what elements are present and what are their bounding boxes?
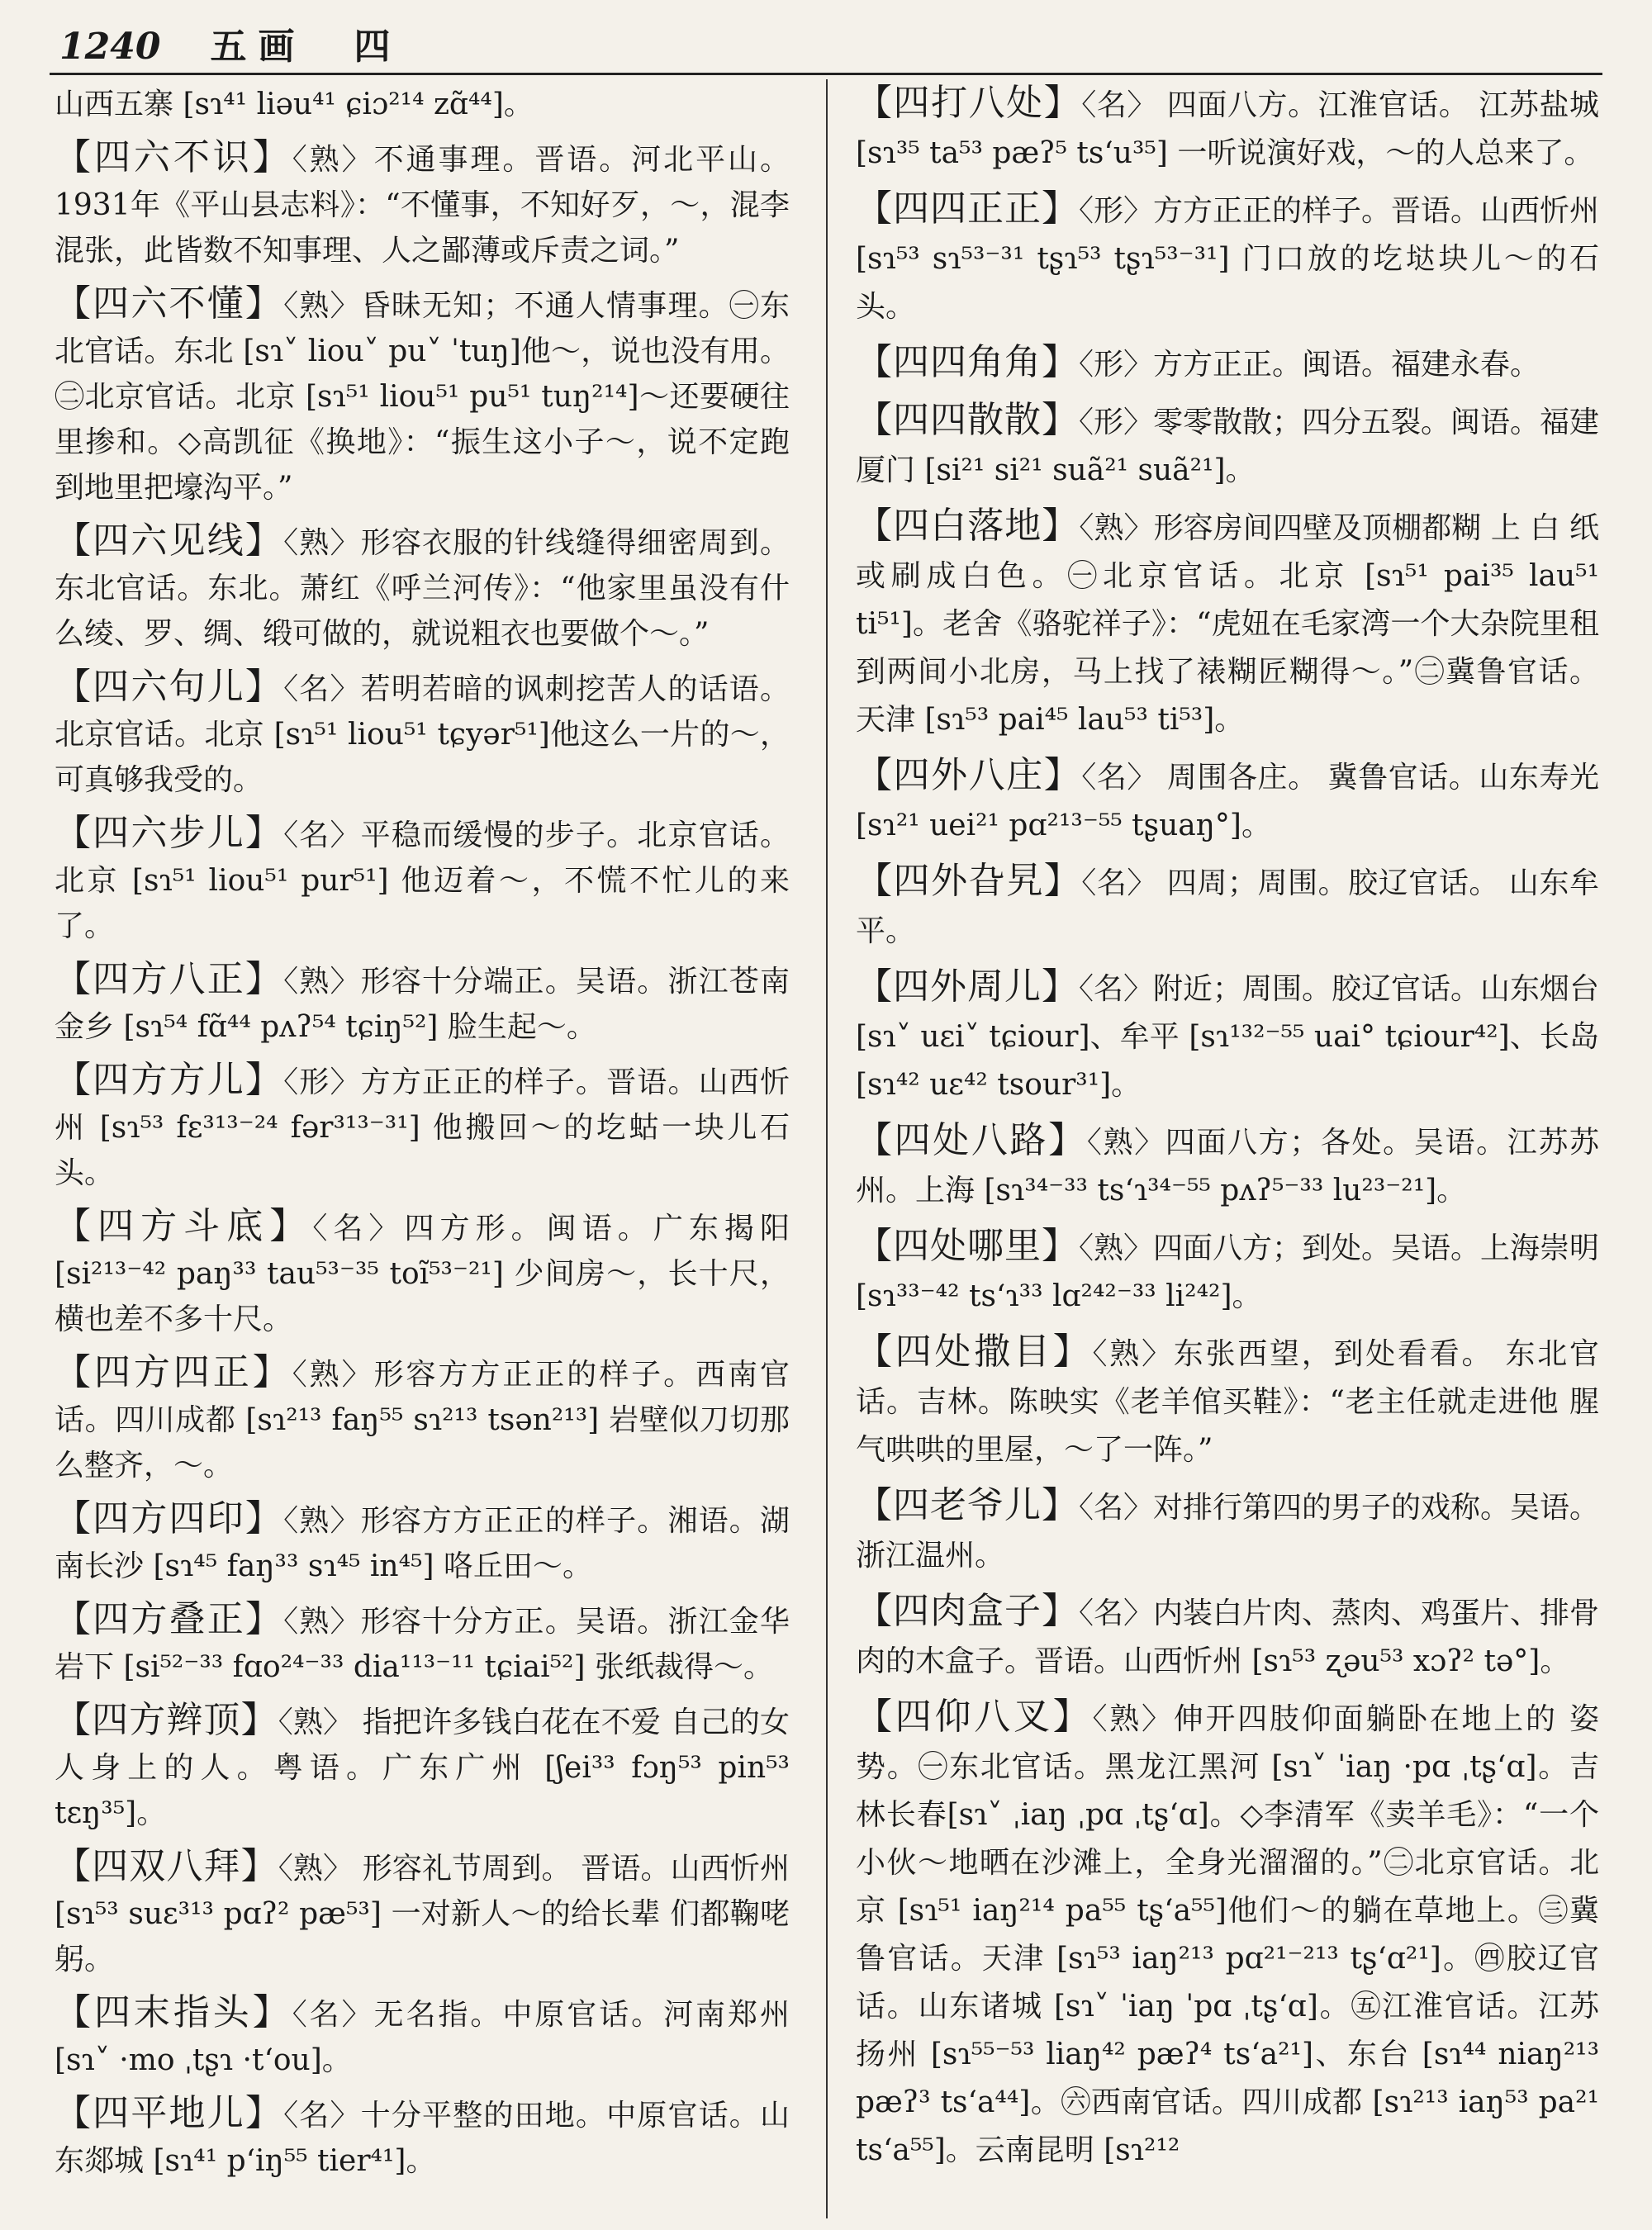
entry-headword: 【四方四印】: [55, 1497, 284, 1540]
entry-definition: 〈名〉 周围各庄。 冀鲁官话。山东寿光 [sɿ²¹ uei²¹ pɑ²¹³⁻⁵⁵ tʂuaŋ°]。: [856, 761, 1600, 842]
entry-headword: 【四六步儿】: [55, 812, 284, 854]
entry-headword: 【四白落地】: [856, 505, 1080, 547]
left-column: [55, 79, 790, 2191]
entry-headword: 【四方叠正】: [55, 1598, 284, 1640]
entry-definition: 〈名〉 四周；周围。胶辽官话。 山东牟平。: [856, 866, 1600, 948]
dictionary-entry: [55, 281, 790, 510]
dictionary-entry: [856, 502, 1599, 744]
entry-definition: 〈熟〉 指把许多钱白花在不爱 自己的女人身上的人。粤语。广东广州 [ʃei³³ fɔŋ⁵³ pin⁵³ tɛŋ³⁵]。: [55, 1706, 790, 1830]
entry-headword: 【四六不懂】: [55, 282, 284, 325]
dictionary-entry: [856, 1328, 1599, 1474]
entry-headword: 【四处哪里】: [856, 1225, 1079, 1267]
entry-definition: 〈熟〉形容十分端正。吴语。浙江苍南金乡 [sɿ⁵⁴ fɑ̃⁴⁴ pʌʔ⁵⁴ tɕiŋ⁵²] 脸生起～。: [55, 965, 790, 1044]
right-column: [856, 79, 1599, 2182]
entry-headword: 【四仰八叉】: [856, 1696, 1093, 1738]
entry-definition: 〈名〉十分平整的田地。中原官话。山东郯城 [sɿ⁴¹ p‘iŋ⁵⁵ tier⁴¹]。: [55, 2099, 790, 2178]
entry-headword: 【四四角角】: [856, 341, 1079, 383]
entry-definition: 〈名〉无名指。中原官话。河南郑州 [sɿ˅ ·mo ˌtʂɿ ·t‘ou]。: [55, 1998, 790, 2077]
column-divider: [826, 79, 828, 2218]
entry-headword: 【四末指头】: [55, 1991, 292, 2033]
entry-headword: 【四方八正】: [55, 958, 284, 1000]
dictionary-entry: [55, 1496, 790, 1589]
entry-definition: 〈名〉若明若暗的讽刺挖苦人的话语。北京官话。北京 [sɿ⁵¹ liou⁵¹ tɕyər⁵¹]他这么一片的～，可真够我受的。: [55, 672, 790, 797]
dictionary-entry: [55, 664, 790, 803]
dictionary-entry: [856, 79, 1599, 178]
dictionary-entry: [856, 396, 1599, 495]
entry-headword: 【四四正正】: [856, 187, 1079, 230]
entry-definition: 〈熟〉不通事理。晋语。河北平山。1931年《平山县志料》：“不懂事，不知好歹，～，混李混张，此皆数不知事理、人之鄙薄或斥责之词。”: [55, 143, 790, 268]
entry-definition: 〈形〉方方正正。闽语。福建永春。: [1079, 348, 1540, 382]
entry-definition: 〈熟〉东张西望，到处看看。 东北官话。吉林。陈映实《老羊倌买鞋》：“老主任就走进他 腥 气哄哄的里屋，～了一阵。”: [856, 1337, 1599, 1467]
entry-headword: 【四外旮旯】: [856, 860, 1082, 902]
entry-definition: 〈熟〉四面八方；到处。吴语。上海崇明 [sɿ³³⁻⁴² ts‘ɿ³³ lɑ²⁴²⁻³³ li²⁴²]。: [856, 1231, 1600, 1313]
dictionary-entry: [856, 857, 1599, 956]
entry-definition: 〈名〉内装白片肉、蒸肉、鸡蛋片、排骨肉的木盒子。晋语。山西忻州 [sɿ⁵³ ʐəu⁵³ xɔʔ² tə°]。: [856, 1597, 1600, 1678]
dictionary-entry: [55, 810, 790, 949]
entry-definition: 〈熟〉形容衣服的针线缝得细密周到。东北官话。东北。萧红《呼兰河传》：“他家里虽没有什么绫、罗、绸、缎可做的，就说粗衣也要做个～。”: [55, 526, 790, 651]
dictionary-entry: [55, 135, 790, 273]
dictionary-entry: [55, 1597, 790, 1690]
entry-headword: 【四打八处】: [856, 82, 1082, 124]
page-number: 1240: [59, 26, 161, 68]
entry-headword: 【四方辫顶】: [55, 1699, 278, 1741]
entry-headword: 【四肉盒子】: [856, 1590, 1079, 1632]
entry-headword: 【四方四正】: [55, 1351, 292, 1393]
section-title: 五画 四: [210, 26, 402, 68]
entry-headword: 【四平地儿】: [55, 2092, 284, 2134]
dictionary-entry: [55, 79, 790, 127]
entry-headword: 【四六句儿】: [55, 666, 284, 708]
dictionary-entry: [55, 1350, 790, 1488]
dictionary-entry: [856, 185, 1599, 331]
entry-headword: 【四老爷儿】: [856, 1484, 1079, 1526]
entry-definition: 〈名〉四方形。闽语。广东揭阳 [si²¹³⁻⁴² paŋ³³ tau⁵³⁻³⁵ toĩ⁵³⁻²¹] 少间房～，长十尺，横也差不多十尺。: [55, 1212, 790, 1336]
dictionary-entry: [856, 1222, 1599, 1321]
dictionary-entry: [55, 1203, 790, 1342]
entry-definition: 〈名〉平稳而缓慢的步子。北京官话。北京 [sɿ⁵¹ liou⁵¹ pur⁵¹] 他迈着～，不慌不忙儿的来了。: [55, 818, 790, 943]
dictionary-entry: [856, 1482, 1599, 1580]
entry-definition: 〈熟〉伸开四肢仰面躺卧在地上的 姿势。㊀东北官话。黑龙江黑河 [sɿ˅ ˈiaŋ ·pɑ ˌtʂ‘ɑ]。吉林长春[sɿ˅ ˌiaŋ ˌpɑ ˌtʂ‘ɑ]。◇李清军《卖羊毛》：“一个小伙～地晒在沙滩上，全身光溜溜的。”㊁北京官话。北京 [sɿ⁵¹ iaŋ²¹⁴ pa⁵⁵ tʂ‘a⁵⁵]他们～的躺在草地上。㊂冀鲁官话。天津 [sɿ⁵³ iaŋ²¹³ pɑ²¹⁻²¹³ tʂ‘ɑ²¹]。㊃胶辽官话。山东诸城 [sɿ˅ ˈiaŋ ˈpɑ ˌtʂ‘ɑ]。㊄江淮官话。江苏扬州 [sɿ⁵⁵⁻⁵³ liaŋ⁴² pæʔ⁴ ts‘a²¹]、东台 [sɿ⁴⁴ niaŋ²¹³ pæʔ³ ts‘a⁴⁴]。㊅西南官话。四川成都 [sɿ²¹³ iaŋ⁵³ pa²¹ ts‘a⁵⁵]。云南昆明 [sɿ²¹²: [856, 1702, 1599, 2167]
entry-definition: 〈名〉对排行第四的男子的戏称。吴语。浙江温州。: [856, 1491, 1600, 1573]
entry-definition: 〈名〉附近；周围。胶辽官话。山东烟台 [sɿ˅ uɛi˅ tɕiour]、牟平 [sɿ¹³²⁻⁵⁵ uai° tɕiour⁴²]、长岛 [sɿ⁴² uɛ⁴² tsour³¹]。: [856, 972, 1600, 1102]
header-rule: [50, 73, 1602, 75]
dictionary-entry: [856, 1693, 1599, 2175]
dictionary-entry: [55, 518, 790, 657]
entry-headword: 【四外周儿】: [856, 966, 1079, 1008]
entry-definition: 〈熟〉 形容礼节周到。 晋语。山西忻州 [sɿ⁵³ suɛ³¹³ pɑʔ² pæ⁵³] 一对新人～的给长辈 们都鞠咾躬。: [55, 1852, 790, 1976]
entry-definition: 山西五寨 [sɿ⁴¹ liəu⁴¹ ɕiɔ²¹⁴ zɑ̃⁴⁴]。: [55, 88, 534, 121]
entry-headword: 【四四散散】: [856, 399, 1079, 441]
dictionary-entry: [856, 339, 1599, 389]
page-header: [59, 18, 401, 76]
dictionary-entry: [55, 1843, 790, 1982]
entry-definition: 〈形〉方方正正的样子。晋语。山西忻州 [sɿ⁵³ fɛ³¹³⁻²⁴ fər³¹³⁻³¹] 他搬回～的圪蛄一块儿石头。: [55, 1065, 790, 1190]
dictionary-entry: [856, 752, 1599, 850]
entry-definition: 〈熟〉四面八方；各处。吴语。江苏苏州。上海 [sɿ³⁴⁻³³ ts‘ɿ³⁴⁻⁵⁵ pʌʔ⁵⁻³³ lu²³⁻²¹]。: [856, 1126, 1599, 1208]
dictionary-entry: [55, 1697, 790, 1836]
dictionary-entry: [856, 1587, 1599, 1686]
entry-headword: 【四方斗底】: [55, 1205, 313, 1247]
entry-headword: 【四方方儿】: [55, 1059, 284, 1101]
entry-definition: 〈形〉方方正正的样子。晋语。山西忻州 [sɿ⁵³ sɿ⁵³⁻³¹ tʂɿ⁵³ tʂɿ⁵³⁻³¹] 门口放的圪垯块儿～的石头。: [856, 194, 1600, 324]
entry-definition: 〈形〉零零散散；四分五裂。闽语。福建厦门 [si²¹ si²¹ suã²¹ suã²¹]。: [856, 406, 1600, 487]
entry-definition: 〈熟〉形容十分方正。吴语。浙江金华岩下 [si⁵²⁻³³ fɑo²⁴⁻³³ dia¹¹³⁻¹¹ tɕiai⁵²] 张纸裁得～。: [55, 1605, 790, 1684]
entry-headword: 【四六见线】: [55, 520, 284, 562]
entry-headword: 【四处撒目】: [856, 1331, 1093, 1373]
entry-definition: 〈熟〉昏昧无知；不通人情事理。㊀东北官话。东北 [sɿ˅ liou˅ pu˅ ˈtuŋ]他～，说也没有用。㊁北京官话。北京 [sɿ⁵¹ liou⁵¹ pu⁵¹ tuŋ²¹⁴]～还要硬往里掺和。◇高凯征《换地》：“振生这小子～，说不定跑到地里把壕沟平。”: [55, 289, 790, 505]
dictionary-entry: [55, 1057, 790, 1196]
entry-definition: 〈名〉 四面八方。江淮官话。 江苏盐城 [sɿ³⁵ ta⁵³ pæʔ⁵ ts‘u³⁵] 一听说演好戏，～的人总来了。: [856, 88, 1600, 170]
entry-definition: 〈熟〉形容房间四壁及顶棚都糊 上 白 纸或刷成白色。㊀北京官话。北京 [sɿ⁵¹ pai³⁵ lau⁵¹ ti⁵¹]。老舍《骆驼祥子》：“虎妞在毛家湾一个大杂院里租到两间小北房，马上找了裱糊匠糊得～。”㊁冀鲁官话。天津 [sɿ⁵³ pai⁴⁵ lau⁵³ ti⁵³]。: [856, 511, 1599, 737]
dictionary-entry: [55, 2090, 790, 2184]
dictionary-entry: [55, 956, 790, 1050]
entry-headword: 【四六不识】: [55, 136, 292, 178]
entry-headword: 【四处八路】: [856, 1119, 1087, 1161]
dictionary-entry: [856, 1117, 1599, 1215]
dictionary-entry: [55, 1990, 790, 2083]
entry-definition: 〈熟〉形容方方正正的样子。湘语。湖南长沙 [sɿ⁴⁵ faŋ³³ sɿ⁴⁵ in⁴⁵] 咯丘田～。: [55, 1504, 790, 1583]
dictionary-entry: [856, 963, 1599, 1109]
entry-definition: 〈熟〉形容方方正正的样子。西南官话。四川成都 [sɿ²¹³ faŋ⁵⁵ sɿ²¹³ tsən²¹³] 岩壁似刀切那么整齐，～。: [55, 1358, 790, 1483]
entry-headword: 【四外八庄】: [856, 754, 1082, 796]
entry-headword: 【四双八拜】: [55, 1845, 278, 1887]
